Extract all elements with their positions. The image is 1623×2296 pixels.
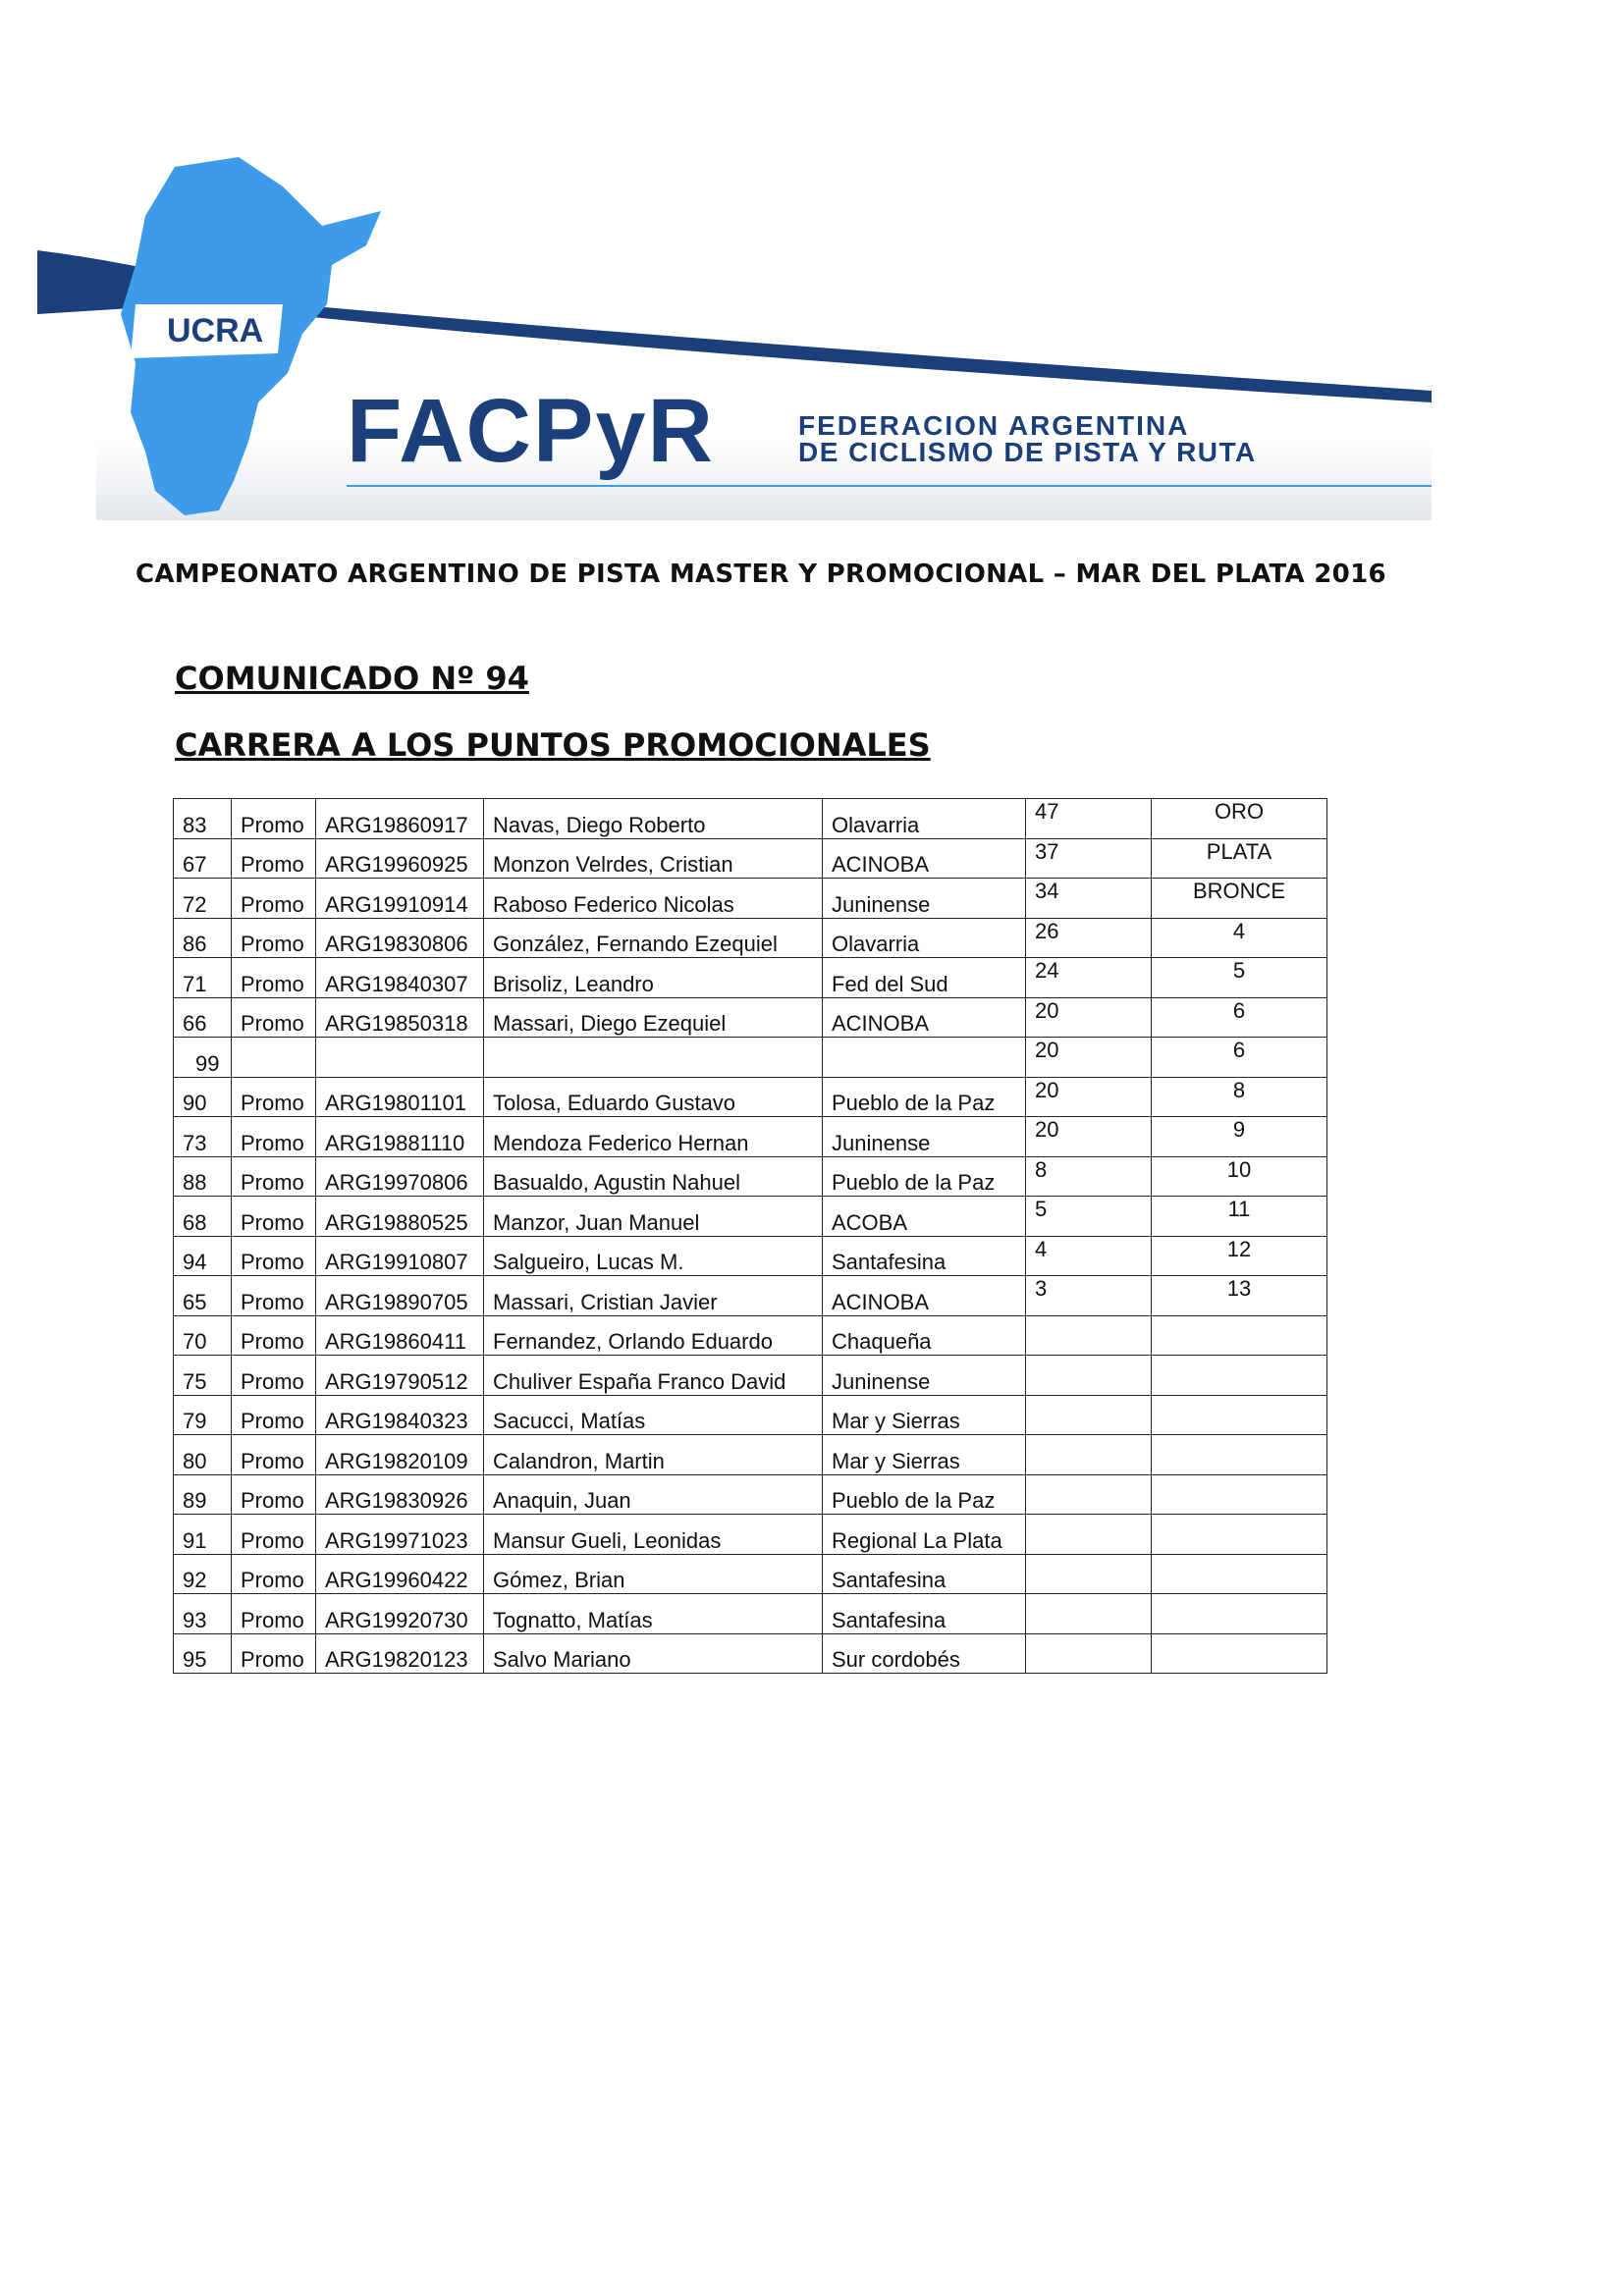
dorsal-cell: 79 [174, 1395, 232, 1435]
points-cell: 20 [1026, 997, 1152, 1038]
header-banner [37, 157, 1432, 520]
license-cell: ARG19960925 [316, 838, 484, 879]
club-cell: Mar y Sierras [823, 1435, 1026, 1475]
position-cell [1152, 1395, 1327, 1435]
federation-line-1: FEDERACION ARGENTINA [798, 410, 1190, 441]
comunicado-number: COMUNICADO Nº 94 [175, 660, 529, 697]
category-cell: Promo [232, 1276, 316, 1316]
position-cell: 9 [1152, 1117, 1327, 1157]
dorsal-cell: 68 [174, 1197, 232, 1237]
rider-name-cell: Sacucci, Matías [484, 1395, 823, 1435]
license-cell: ARG19790512 [316, 1356, 484, 1396]
club-cell: Juninense [823, 879, 1026, 919]
category-cell: Promo [232, 1515, 316, 1555]
club-cell: Santafesina [823, 1554, 1026, 1594]
dorsal-cell: 99 [174, 1038, 232, 1078]
rider-name-cell: Fernandez, Orlando Eduardo [484, 1315, 823, 1356]
rider-name-cell: Calandron, Martin [484, 1435, 823, 1475]
dorsal-cell: 67 [174, 838, 232, 879]
position-cell: PLATA [1152, 838, 1327, 879]
points-cell: 34 [1026, 879, 1152, 919]
license-cell: ARG19860917 [316, 799, 484, 839]
points-cell [1026, 1474, 1152, 1515]
rider-name-cell: Anaquin, Juan [484, 1474, 823, 1515]
table-row [174, 918, 1327, 958]
table-row [174, 1038, 1327, 1078]
category-cell: Promo [232, 997, 316, 1038]
dorsal-cell: 93 [174, 1594, 232, 1634]
dorsal-cell: 65 [174, 1276, 232, 1316]
position-cell [1152, 1356, 1327, 1396]
license-cell: ARG19860411 [316, 1315, 484, 1356]
points-cell [1026, 1633, 1152, 1674]
category-cell: Promo [232, 1077, 316, 1117]
dorsal-cell: 66 [174, 997, 232, 1038]
dorsal-cell: 92 [174, 1554, 232, 1594]
rider-name-cell: Raboso Federico Nicolas [484, 879, 823, 919]
dorsal-cell: 72 [174, 879, 232, 919]
dorsal-cell: 86 [174, 918, 232, 958]
points-cell [1026, 1515, 1152, 1555]
category-cell: Promo [232, 1197, 316, 1237]
license-cell: ARG19820123 [316, 1633, 484, 1674]
points-cell: 8 [1026, 1156, 1152, 1197]
club-cell: Fed del Sud [823, 958, 1026, 998]
position-cell: 12 [1152, 1236, 1327, 1276]
category-cell: Promo [232, 1594, 316, 1634]
position-cell [1152, 1633, 1327, 1674]
category-cell: Promo [232, 799, 316, 839]
license-cell: ARG19970806 [316, 1156, 484, 1197]
category-cell: Promo [232, 1554, 316, 1594]
rider-name-cell: Navas, Diego Roberto [484, 799, 823, 839]
position-cell [1152, 1474, 1327, 1515]
dorsal-cell: 71 [174, 958, 232, 998]
category-cell: Promo [232, 879, 316, 919]
facpyr-logo [37, 157, 1432, 520]
table-row [174, 1356, 1327, 1396]
position-cell: 4 [1152, 918, 1327, 958]
club-cell: Chaqueña [823, 1315, 1026, 1356]
license-cell: ARG19801101 [316, 1077, 484, 1117]
facpyr-logo-text: FACPyR [347, 381, 715, 481]
category-cell: Promo [232, 1117, 316, 1157]
category-cell: Promo [232, 1156, 316, 1197]
position-cell: ORO [1152, 799, 1327, 839]
table-row [174, 1236, 1327, 1276]
table-row [174, 1435, 1327, 1475]
dorsal-cell: 70 [174, 1315, 232, 1356]
position-cell: 8 [1152, 1077, 1327, 1117]
position-cell: 5 [1152, 958, 1327, 998]
points-cell [1026, 1356, 1152, 1396]
dorsal-cell: 80 [174, 1435, 232, 1475]
club-cell: Pueblo de la Paz [823, 1474, 1026, 1515]
rider-name-cell: Tolosa, Eduardo Gustavo [484, 1077, 823, 1117]
points-cell: 20 [1026, 1038, 1152, 1078]
rider-name-cell: Chuliver España Franco David [484, 1356, 823, 1396]
points-cell [1026, 1594, 1152, 1634]
club-cell: Mar y Sierras [823, 1395, 1026, 1435]
table-row [174, 1594, 1327, 1634]
position-cell [1152, 1515, 1327, 1555]
license-cell: ARG19910914 [316, 879, 484, 919]
rider-name-cell: Salgueiro, Lucas M. [484, 1236, 823, 1276]
license-cell: ARG19890705 [316, 1276, 484, 1316]
license-cell: ARG19850318 [316, 997, 484, 1038]
category-cell: Promo [232, 1315, 316, 1356]
points-cell [1026, 1395, 1152, 1435]
club-cell: Olavarria [823, 918, 1026, 958]
rider-name-cell [484, 1038, 823, 1078]
club-cell: Santafesina [823, 1236, 1026, 1276]
rider-name-cell: Salvo Mariano [484, 1633, 823, 1674]
points-cell: 47 [1026, 799, 1152, 839]
rider-name-cell: Brisoliz, Leandro [484, 958, 823, 998]
rider-name-cell: Basualdo, Agustin Nahuel [484, 1156, 823, 1197]
table-row [174, 1315, 1327, 1356]
points-cell: 5 [1026, 1197, 1152, 1237]
club-cell [823, 1038, 1026, 1078]
club-cell: Pueblo de la Paz [823, 1156, 1026, 1197]
dorsal-cell: 91 [174, 1515, 232, 1555]
license-cell: ARG19820109 [316, 1435, 484, 1475]
position-cell [1152, 1594, 1327, 1634]
position-cell: 13 [1152, 1276, 1327, 1316]
rider-name-cell: Tognatto, Matías [484, 1594, 823, 1634]
dorsal-cell: 88 [174, 1156, 232, 1197]
points-cell [1026, 1554, 1152, 1594]
table-row [174, 1077, 1327, 1117]
table-row [174, 1515, 1327, 1555]
rider-name-cell: Manzor, Juan Manuel [484, 1197, 823, 1237]
table-row [174, 997, 1327, 1038]
points-cell: 37 [1026, 838, 1152, 879]
table-row [174, 1633, 1327, 1674]
category-cell: Promo [232, 958, 316, 998]
event-title: CAMPEONATO ARGENTINO DE PISTA MASTER Y PROMOCIONAL – MAR DEL PLATA 2016 [135, 560, 1386, 589]
license-cell [316, 1038, 484, 1078]
license-cell: ARG19881110 [316, 1117, 484, 1157]
rider-name-cell: Massari, Cristian Javier [484, 1276, 823, 1316]
position-cell [1152, 1315, 1327, 1356]
club-cell: Sur cordobés [823, 1633, 1026, 1674]
category-cell: Promo [232, 1356, 316, 1396]
category-cell: Promo [232, 838, 316, 879]
club-cell: Juninense [823, 1356, 1026, 1396]
table-row [174, 1554, 1327, 1594]
license-cell: ARG19830926 [316, 1474, 484, 1515]
club-cell: Pueblo de la Paz [823, 1077, 1026, 1117]
position-cell [1152, 1435, 1327, 1475]
table-row [174, 1197, 1327, 1237]
race-title: CARRERA A LOS PUNTOS PROMOCIONALES [175, 726, 931, 764]
license-cell: ARG19880525 [316, 1197, 484, 1237]
category-cell: Promo [232, 918, 316, 958]
rider-name-cell: Mendoza Federico Hernan [484, 1117, 823, 1157]
category-cell: Promo [232, 1633, 316, 1674]
position-cell: BRONCE [1152, 879, 1327, 919]
club-cell: ACINOBA [823, 997, 1026, 1038]
federation-line-2: DE CICLISMO DE PISTA Y RUTA [798, 437, 1257, 467]
table-row [174, 1156, 1327, 1197]
category-cell: Promo [232, 1236, 316, 1276]
points-cell: 4 [1026, 1236, 1152, 1276]
rider-name-cell: Monzon Velrdes, Cristian [484, 838, 823, 879]
points-cell: 24 [1026, 958, 1152, 998]
club-cell: Regional La Plata [823, 1515, 1026, 1555]
license-cell: ARG19910807 [316, 1236, 484, 1276]
table-row [174, 1117, 1327, 1157]
club-cell: ACINOBA [823, 1276, 1026, 1316]
table-row [174, 879, 1327, 919]
points-cell: 3 [1026, 1276, 1152, 1316]
table-row [174, 958, 1327, 998]
rider-name-cell: González, Fernando Ezequiel [484, 918, 823, 958]
dorsal-cell: 90 [174, 1077, 232, 1117]
position-cell [1152, 1554, 1327, 1594]
category-cell: Promo [232, 1435, 316, 1475]
dorsal-cell: 83 [174, 799, 232, 839]
license-cell: ARG19840307 [316, 958, 484, 998]
license-cell: ARG19830806 [316, 918, 484, 958]
points-cell: 20 [1026, 1077, 1152, 1117]
club-cell: ACOBA [823, 1197, 1026, 1237]
points-cell [1026, 1435, 1152, 1475]
dorsal-cell: 94 [174, 1236, 232, 1276]
club-cell: Juninense [823, 1117, 1026, 1157]
license-cell: ARG19920730 [316, 1594, 484, 1634]
points-cell: 20 [1026, 1117, 1152, 1157]
club-cell: Olavarria [823, 799, 1026, 839]
results-table [173, 798, 1327, 1674]
dorsal-cell: 75 [174, 1356, 232, 1396]
license-cell: ARG19960422 [316, 1554, 484, 1594]
table-row [174, 1474, 1327, 1515]
dorsal-cell: 89 [174, 1474, 232, 1515]
rider-name-cell: Massari, Diego Ezequiel [484, 997, 823, 1038]
category-cell: Promo [232, 1474, 316, 1515]
table-row [174, 1276, 1327, 1316]
license-cell: ARG19840323 [316, 1395, 484, 1435]
category-cell: Promo [232, 1395, 316, 1435]
dorsal-cell: 73 [174, 1117, 232, 1157]
club-cell: ACINOBA [823, 838, 1026, 879]
table-row [174, 838, 1327, 879]
club-cell: Santafesina [823, 1594, 1026, 1634]
table-row [174, 1395, 1327, 1435]
position-cell: 6 [1152, 997, 1327, 1038]
position-cell: 6 [1152, 1038, 1327, 1078]
table-row [174, 799, 1327, 839]
rider-name-cell: Mansur Gueli, Leonidas [484, 1515, 823, 1555]
rider-name-cell: Gómez, Brian [484, 1554, 823, 1594]
position-cell: 10 [1152, 1156, 1327, 1197]
category-cell [232, 1038, 316, 1078]
points-cell [1026, 1315, 1152, 1356]
ucra-logo-text: UCRA [167, 312, 264, 349]
points-cell: 26 [1026, 918, 1152, 958]
license-cell: ARG19971023 [316, 1515, 484, 1555]
position-cell: 11 [1152, 1197, 1327, 1237]
dorsal-cell: 95 [174, 1633, 232, 1674]
